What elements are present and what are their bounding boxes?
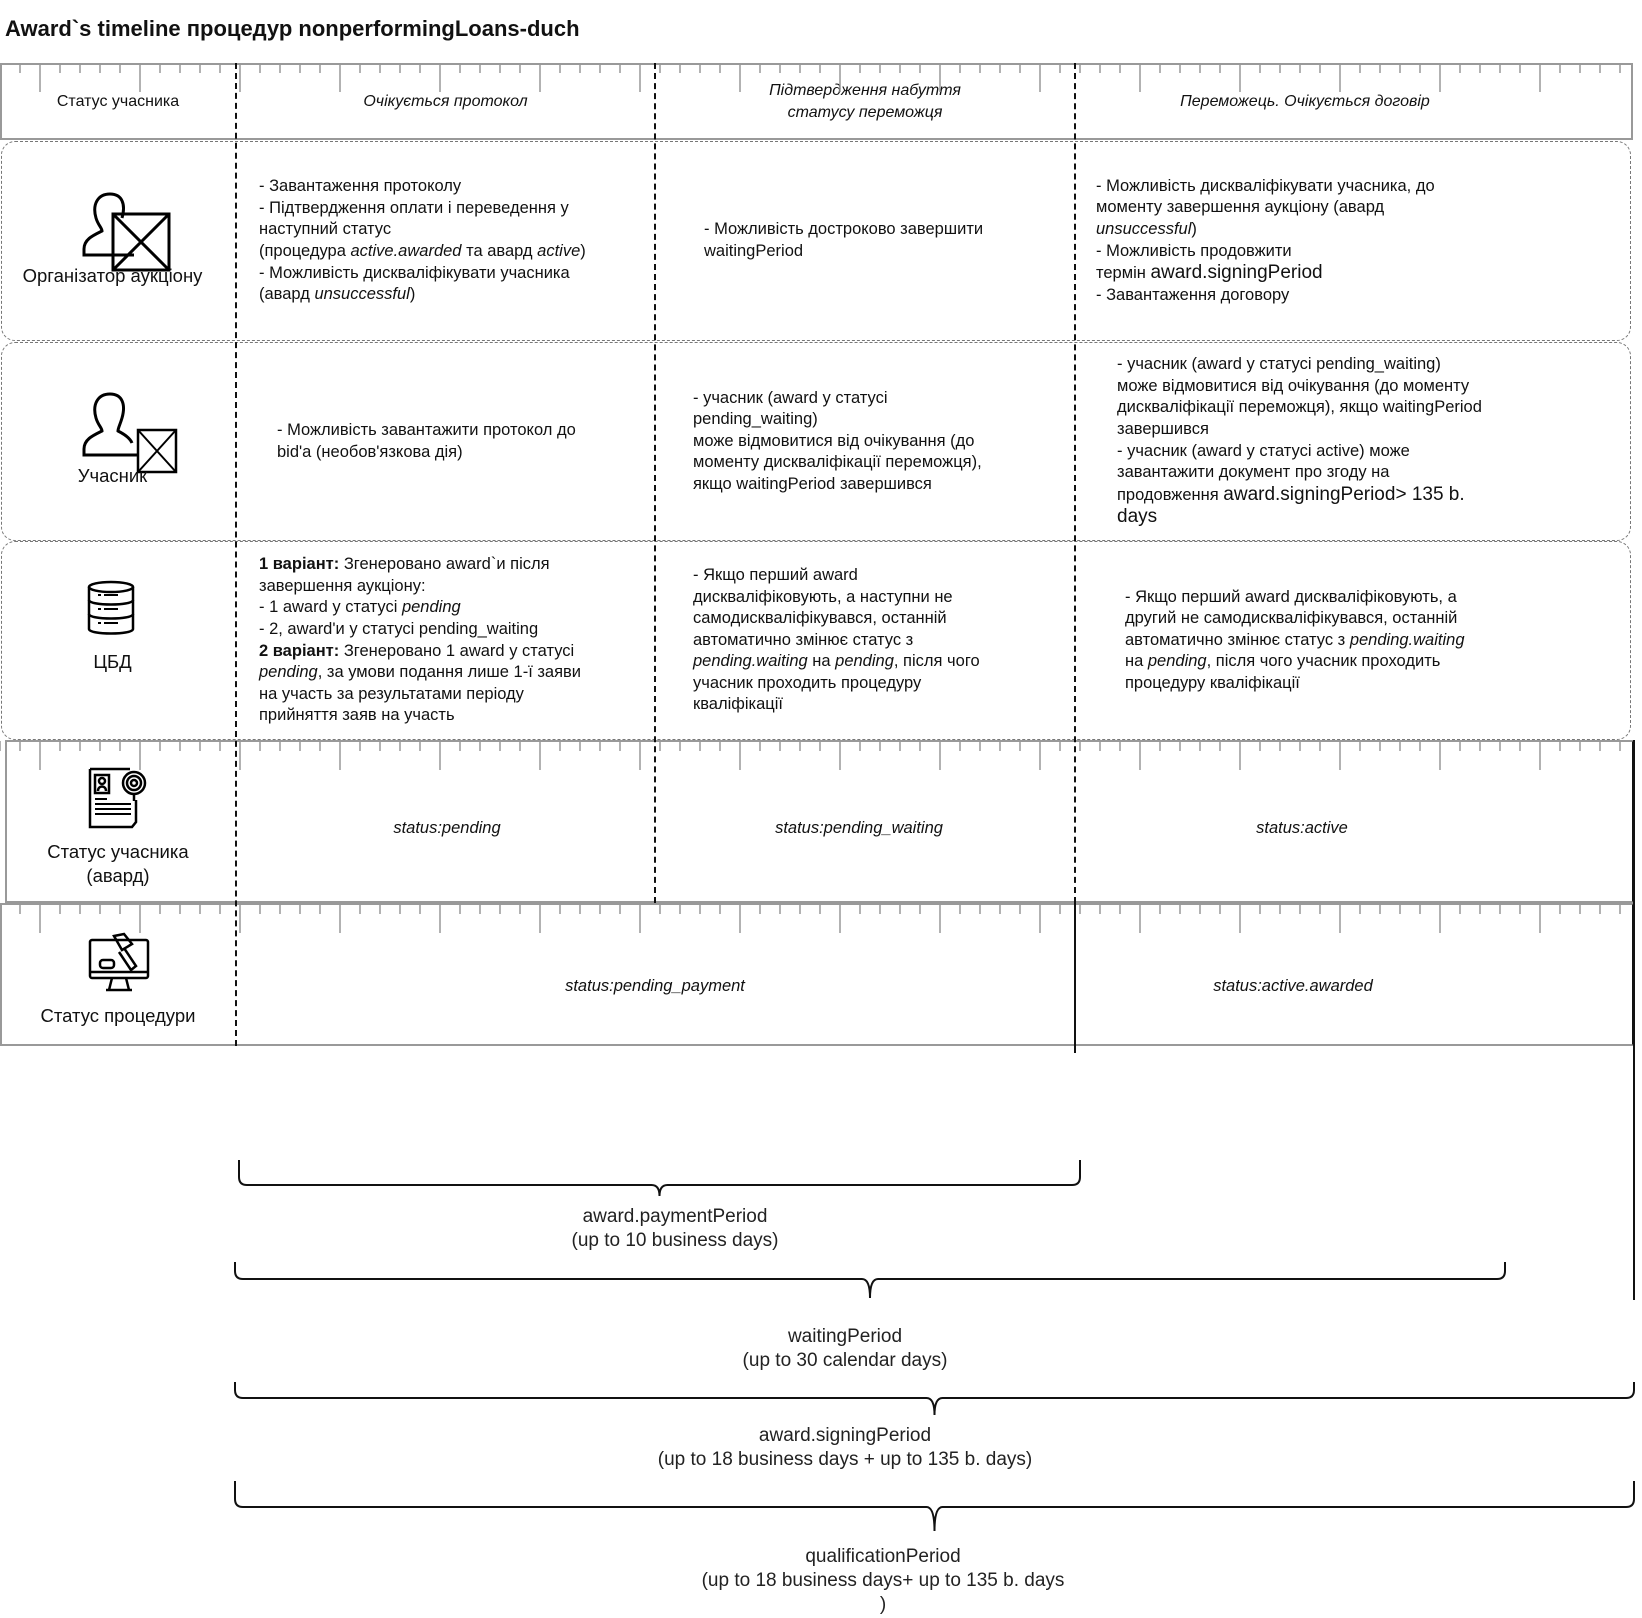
text-segment: pending xyxy=(1147,652,1207,671)
period-waiting-name: waitingPeriod xyxy=(787,1326,903,1347)
text-segment: - Якщо перший award дискваліфіковують, а xyxy=(1125,587,1457,606)
period-signing-note: (up to 18 business days + up to 135 b. days) xyxy=(657,1449,1033,1470)
text-segment: на участь за результатами періоду xyxy=(259,684,524,703)
period-signing xyxy=(658,1424,1032,1472)
text-segment: завантажити документ про згоду на xyxy=(1117,463,1390,482)
text-segment: active xyxy=(537,242,581,260)
procedure-status-pending-payment: status:pending_payment xyxy=(565,977,745,995)
header-winner-awaiting-contract: Переможець. Очікується договір xyxy=(1180,92,1430,110)
text-segment: unsuccessful xyxy=(314,285,410,304)
text-segment: - учасник (award у статусі active) може xyxy=(1117,441,1410,460)
text-segment: - Завантаження протоколу xyxy=(259,177,462,196)
text-segment: waitingPeriod xyxy=(704,242,804,260)
text-segment: дискваліфіковують, а наступни не xyxy=(693,587,953,606)
role-label-award-status-line1: Статус учасника xyxy=(47,841,189,862)
text-segment: , після чого xyxy=(893,652,980,671)
text-segment: прийняття заяв на участь xyxy=(259,706,455,725)
text-segment: unsuccessful xyxy=(1096,219,1192,238)
text-segment: процедуру кваліфікації xyxy=(1125,673,1300,692)
text-segment: (процедура xyxy=(259,242,351,260)
text-segment: завершився xyxy=(1117,419,1209,438)
header-winner-confirmation-line2: статусу переможця xyxy=(787,103,943,121)
text-segment: 2 варіант: xyxy=(259,641,340,660)
period-brace xyxy=(235,1382,1634,1415)
text-segment: ) xyxy=(1191,219,1197,238)
text-segment: Згенеровано 1 award у статусі xyxy=(339,641,575,660)
role-label-participant: Учасник xyxy=(77,465,148,486)
text-segment: days xyxy=(1117,506,1158,528)
text-segment: - Підтвердження оплати і переведення у xyxy=(259,198,569,217)
text-segment: Згенеровано award`и після xyxy=(339,555,550,574)
text-segment: - Можливість достроково завершити xyxy=(704,220,984,239)
period-waiting xyxy=(743,1325,948,1373)
text-segment: (авард xyxy=(259,285,315,304)
text-segment: моменту завершення аукціону (авард xyxy=(1096,198,1385,217)
text-segment: самодискваліфікувався, останній xyxy=(693,609,947,628)
text-segment: ) xyxy=(580,242,586,260)
text-segment: завершення аукціону: xyxy=(259,576,426,595)
text-segment: 1 варіант: xyxy=(259,555,340,574)
text-segment: на xyxy=(807,652,836,671)
period-qualification-name: qualificationPeriod xyxy=(805,1546,961,1567)
text-segment: - Можливість завантажити протокол до xyxy=(277,420,576,439)
text-segment: ) xyxy=(409,285,416,304)
period-brace xyxy=(235,1481,1634,1531)
text-segment: - Можливість дискваліфікувати учасника, до xyxy=(1096,176,1435,195)
text-segment: другий не самодискваліфікувався, останній xyxy=(1125,609,1458,628)
role-label-procedure-status: Статус процедури xyxy=(40,1005,196,1026)
text-segment: кваліфікації xyxy=(693,695,783,714)
text-segment: bid'a (необов'язкова дія) xyxy=(277,442,463,461)
period-brace xyxy=(239,1160,1080,1196)
text-segment: pending_waiting) xyxy=(693,410,818,429)
text-segment: та авард xyxy=(461,242,538,260)
text-segment: учасник проходить процедуру xyxy=(693,673,922,692)
text-segment: автоматично змінює статус з xyxy=(1125,630,1350,649)
text-segment: моменту дискваліфікації переможця), xyxy=(693,453,982,472)
award-status-active: status:active xyxy=(1256,819,1348,837)
text-segment: - Завантаження договору xyxy=(1096,285,1290,304)
text-segment: наступний статус xyxy=(259,220,392,239)
text-segment: - Можливість продовжити xyxy=(1096,241,1292,260)
text-segment: pending.waiting xyxy=(693,652,808,671)
page-title: Award`s timeline процедур nonperformingLoans-duch xyxy=(5,16,580,41)
text-segment: , після чого учасник проходить xyxy=(1206,652,1441,671)
text-segment: - Можливість дискваліфікувати учасника xyxy=(259,263,570,282)
text-segment: award.signingPeriod> 135 b. xyxy=(1223,483,1465,505)
text-segment: продовження xyxy=(1117,485,1224,504)
award-status-pending-waiting: status:pending_waiting xyxy=(775,819,943,837)
text-segment: pending xyxy=(401,598,461,617)
text-segment: pending xyxy=(835,652,894,671)
period-qualification-note: (up to 18 business days+ up to 135 b. days xyxy=(701,1570,1065,1591)
text-segment: award.signingPeriod xyxy=(1150,262,1323,284)
procedure-status-active-awarded: status:active.awarded xyxy=(1213,977,1373,995)
text-segment: - учасник (award у статусі pending_waiting) xyxy=(1117,355,1441,374)
text-segment: pending xyxy=(259,663,318,682)
text-segment: , за умови подання лише 1-ї заяви xyxy=(317,663,582,682)
award-status-pending: status:pending xyxy=(393,819,501,837)
role-label-organizer: Організатор аукціону xyxy=(22,265,203,286)
role-label-award-status-line2: (авард) xyxy=(86,865,150,886)
text-segment: може відмовитися від очікування (до xyxy=(693,431,975,450)
text-segment: pending.waiting xyxy=(1349,630,1465,649)
text-segment: - 2, award'и у статусі pending_waiting xyxy=(259,619,539,638)
header-winner-confirmation-line1: Підтвердження набуття xyxy=(769,81,961,99)
text-segment: якщо waitingPeriod завершився xyxy=(693,474,932,493)
header-awaiting-protocol: Очікується протокол xyxy=(363,92,528,110)
text-segment: - Якщо перший award xyxy=(693,565,858,584)
text-segment: автоматично змінює статус з xyxy=(693,630,914,649)
text-segment: active.awarded xyxy=(350,242,462,260)
text-segment: може відмовитися від очікування (до моменту xyxy=(1117,376,1470,395)
role-label-cbd: ЦБД xyxy=(93,651,132,672)
header-participant-status: Статус учасника xyxy=(56,92,180,110)
period-signing-name: award.signingPeriod xyxy=(758,1425,932,1446)
text-segment: - 1 award у статусі xyxy=(259,598,402,617)
text-segment: дискваліфікації переможця), якщо waitingPeriod xyxy=(1117,398,1482,417)
text-segment: на xyxy=(1125,652,1148,671)
period-payment-name: award.paymentPeriod xyxy=(582,1206,768,1227)
period-waiting-note: (up to 30 calendar days) xyxy=(742,1350,948,1371)
period-payment xyxy=(571,1205,778,1253)
text-segment: термін xyxy=(1096,264,1151,283)
text-segment: - учасник (award у статусі xyxy=(693,388,888,407)
period-brace xyxy=(235,1262,1505,1298)
period-qualification xyxy=(702,1545,1065,1617)
period-qualification-note-end: ) xyxy=(879,1594,887,1615)
period-payment-note: (up to 10 business days) xyxy=(571,1230,779,1251)
